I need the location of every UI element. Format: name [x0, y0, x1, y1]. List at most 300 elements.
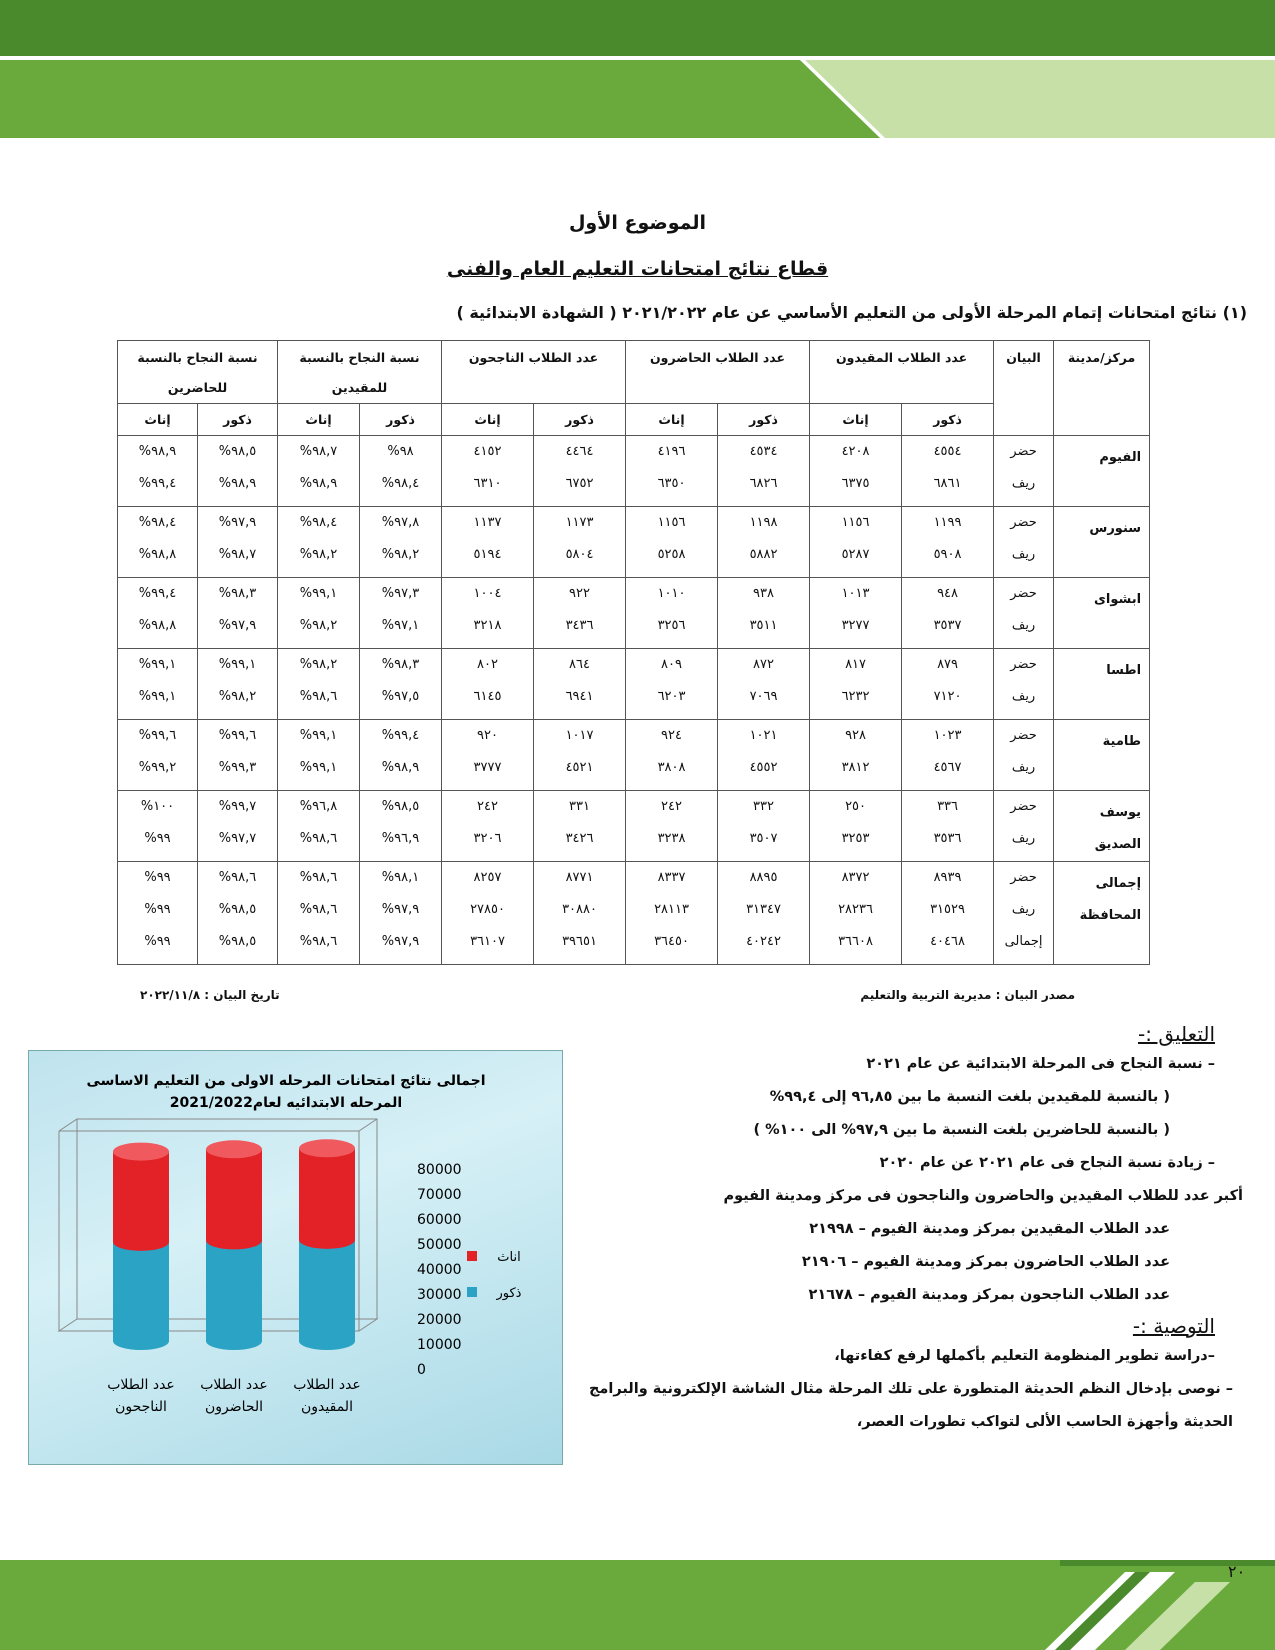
- value-cell: [278, 578, 360, 649]
- value-cell: [118, 649, 198, 720]
- value: ١٠١٧: [565, 728, 594, 743]
- value: %٩٨,٤: [381, 476, 420, 491]
- header-rate-present: نسبة النجاح بالنسبة للحاضرين: [118, 341, 278, 404]
- y-tick-label: 30000: [417, 1287, 462, 1303]
- value: %٩٩,٦: [138, 728, 177, 743]
- value: ٣٦٦٠٨: [838, 934, 873, 949]
- value: ٦٣١٠: [473, 476, 502, 491]
- value-cell: [442, 720, 534, 791]
- value: ٩٢٨: [845, 728, 867, 743]
- header-statement: البيان: [994, 341, 1054, 436]
- value: ٨٠٩: [661, 657, 682, 672]
- value: ٣٦٤٥٠: [654, 934, 689, 949]
- chart-bar-male: [206, 1240, 262, 1341]
- y-tick-label: 0: [417, 1362, 426, 1378]
- area-label: حضر: [1010, 870, 1037, 885]
- value: %٩٨,٥: [218, 902, 257, 917]
- header-rate-enrolled: نسبة النجاح بالنسبة للمقيدين: [278, 341, 442, 404]
- chart-title: اجمالى نتائج امتحانات المرحله الاولى من التعليم الاساسى: [86, 1073, 486, 1089]
- header-present: عدد الطلاب الحاضرون: [626, 341, 810, 404]
- value: ٨٧٧١: [565, 870, 594, 885]
- value: %٩٨,٢: [299, 657, 338, 672]
- value-cell: [534, 720, 626, 791]
- value-cell: [534, 862, 626, 965]
- value-cell: [198, 791, 278, 862]
- value: ٥٢٥٨: [657, 547, 686, 562]
- y-tick-label: 60000: [417, 1212, 462, 1228]
- header-male: ذكور: [534, 404, 626, 436]
- value: ٣٢٧٧: [841, 618, 870, 633]
- value: %٩٨,٣: [218, 586, 257, 601]
- value: ٤٥٣٤: [749, 444, 778, 459]
- table-row: [118, 578, 1150, 649]
- value-cell: [902, 720, 994, 791]
- value: %٩٨,٨: [138, 618, 177, 633]
- data-date: تاريخ البيان : ٢٠٢٢/١١/٨: [140, 988, 280, 1002]
- value: %٩٨,٦: [299, 902, 338, 917]
- value: %٩٩,١: [138, 689, 177, 704]
- legend-label: ذكور: [496, 1286, 522, 1301]
- value: ٨٢٥٧: [473, 870, 502, 885]
- value: ٥٩٠٨: [933, 547, 962, 562]
- chart-bar-bottom: [299, 1332, 355, 1350]
- comment-line: ( بالنسبة للمقيدين بلغت النسبة ما بين ٩٦,٨٥ إلى ٩٩,٤%: [769, 1089, 1170, 1105]
- value: ٣٢٠٦: [473, 831, 502, 846]
- comment-line: – زيادة نسبة النجاح فى عام ٢٠٢١ عن عام ٢٠٢٠: [879, 1155, 1215, 1171]
- value: %٩٨,٤: [138, 515, 177, 530]
- value-cell: [534, 436, 626, 507]
- value: ٣٢٥٣: [841, 831, 870, 846]
- value: %٩٦,٩: [381, 831, 420, 846]
- value: ٢٤٢: [661, 799, 682, 814]
- value: ١٠٠٤: [473, 586, 502, 601]
- value-cell: [360, 578, 442, 649]
- value: %٩٩: [144, 870, 171, 885]
- area-label: حضر: [1010, 444, 1037, 459]
- value: ٦٨٢٦: [749, 476, 778, 491]
- value: %٩٨,٥: [218, 444, 257, 459]
- value-cell: [626, 720, 718, 791]
- value: ٣٢٥٦: [657, 618, 686, 633]
- value-cell: [360, 649, 442, 720]
- value: ٣٢١٨: [473, 618, 502, 633]
- header-male: ذكور: [198, 404, 278, 436]
- value: %٩٨,٢: [299, 547, 338, 562]
- value: %٩٨,٢: [299, 618, 338, 633]
- table-row: [118, 507, 1150, 578]
- header-center: مركز/مدينة: [1054, 341, 1150, 436]
- value: ٨٧٩: [937, 657, 959, 672]
- area-labels: [994, 791, 1054, 862]
- value-cell: [442, 791, 534, 862]
- value: ١١٥٦: [657, 515, 686, 530]
- comment-line: عدد الطلاب الحاضرون بمركز ومدينة الفيوم – ٢١٩٠٦: [801, 1254, 1170, 1270]
- value: %٩٨,٢: [381, 547, 420, 562]
- value-cell: [118, 720, 198, 791]
- value: ٤٤٦٤: [565, 444, 594, 459]
- center-name: [1054, 649, 1150, 720]
- value-cell: [278, 862, 360, 965]
- value: ٦٢٣٢: [841, 689, 870, 704]
- value: ٦٣٧٥: [841, 476, 870, 491]
- recommend-line: –دراسة تطوير المنظومة التعليم بأكملها لرفع كفاءتها،: [834, 1348, 1215, 1364]
- value: %٩٨,٩: [218, 476, 257, 491]
- chart-frame-edge: [359, 1119, 377, 1131]
- chart-bar-male: [299, 1240, 355, 1341]
- x-tick-label: عدد الطلاب: [107, 1377, 175, 1393]
- chart-bar-female: [113, 1152, 169, 1242]
- value: %٩٨,٦: [299, 934, 338, 949]
- area-label: حضر: [1010, 799, 1037, 814]
- area-label: ريف: [1011, 831, 1036, 846]
- value: ١١٩٩: [933, 515, 962, 530]
- value: %٩٩,٧: [218, 799, 257, 814]
- value-cell: [442, 649, 534, 720]
- table-body: [118, 436, 1150, 965]
- center-label: إجمالى المحافظة: [1079, 876, 1142, 923]
- value: ٥٨٠٤: [565, 547, 594, 562]
- area-labels: [994, 507, 1054, 578]
- value: %٩٩,٤: [381, 728, 420, 743]
- chart-bar-female: [299, 1148, 355, 1240]
- value-cell: [534, 791, 626, 862]
- value-cell: [198, 507, 278, 578]
- value: ٨١٧: [845, 657, 867, 672]
- value: ١٠٢١: [749, 728, 778, 743]
- header-female: إناث: [118, 404, 198, 436]
- value: ٨٠٢: [477, 657, 498, 672]
- area-label: ريف: [1011, 689, 1036, 704]
- value-cell: [810, 578, 902, 649]
- legend-swatch: [467, 1251, 477, 1261]
- area-label: إجمالى: [1004, 934, 1043, 949]
- value: ٣٤٣٦: [565, 618, 594, 633]
- value: %٩٧,٩: [218, 618, 257, 633]
- value-cell: [810, 862, 902, 965]
- value: %٩٨,٦: [299, 689, 338, 704]
- recommend-label: التوصية :-: [1132, 1314, 1215, 1338]
- header-male: ذكور: [360, 404, 442, 436]
- value-cell: [198, 649, 278, 720]
- value: %٩٩,٤: [138, 476, 177, 491]
- value: %١٠٠: [140, 799, 175, 814]
- value-cell: [534, 649, 626, 720]
- value: ٨٣٧٢: [841, 870, 870, 885]
- value: ٨٦٤: [569, 657, 590, 672]
- value: %٩٧,١: [381, 618, 420, 633]
- value: %٩٨,٨: [138, 547, 177, 562]
- y-tick-label: 70000: [417, 1187, 462, 1203]
- value-cell: [118, 436, 198, 507]
- chart-bar-bottom: [299, 1231, 355, 1249]
- value-cell: [810, 507, 902, 578]
- page-title: الموضوع الأول: [568, 212, 707, 234]
- value: ٢٥٠: [845, 799, 867, 814]
- value: ٤١٩٦: [657, 444, 686, 459]
- value-cell: [718, 507, 810, 578]
- value: ٢٨١١٣: [654, 902, 689, 917]
- value-cell: [718, 649, 810, 720]
- value: %٩٦,٨: [299, 799, 338, 814]
- value: ٣٣٢: [753, 799, 774, 814]
- value: ١٠١٣: [841, 586, 870, 601]
- value: ٨٨٩٥: [749, 870, 778, 885]
- value-cell: [278, 649, 360, 720]
- x-tick-label: المقيدون: [301, 1399, 353, 1415]
- header-male: ذكور: [718, 404, 810, 436]
- value-cell: [902, 578, 994, 649]
- area-label: حضر: [1010, 586, 1037, 601]
- value: ٩٢٤: [661, 728, 682, 743]
- value: %٩٧,٨: [381, 515, 420, 530]
- value-cell: [118, 578, 198, 649]
- table-row: [118, 791, 1150, 862]
- value: ٤٥٦٧: [933, 760, 962, 775]
- value-cell: [278, 720, 360, 791]
- center-name: [1054, 862, 1150, 965]
- value: ٢٧٨٥٠: [470, 902, 505, 917]
- comment-line: – نسبة النجاح فى المرحلة الابتدائية عن عام ٢٠٢١: [866, 1056, 1215, 1072]
- area-labels: [994, 649, 1054, 720]
- value-cell: [626, 649, 718, 720]
- value: %٩٩: [144, 902, 171, 917]
- x-tick-label: الحاضرون: [204, 1399, 264, 1415]
- value: %٩٩,١: [299, 760, 338, 775]
- value: ٦١٤٥: [473, 689, 502, 704]
- value: ٧١٢٠: [933, 689, 962, 704]
- value: ٩٢٢: [569, 586, 590, 601]
- y-tick-label: 20000: [417, 1312, 462, 1328]
- value: %٩٨,٣: [381, 657, 420, 672]
- value-cell: [442, 862, 534, 965]
- area-labels: [994, 578, 1054, 649]
- value: %٩٨,٩: [299, 476, 338, 491]
- area-labels: [994, 720, 1054, 791]
- value: %٩٨,١: [381, 870, 420, 885]
- value-cell: [902, 649, 994, 720]
- chart-bar-bottom: [206, 1231, 262, 1249]
- commentary: [555, 1020, 1243, 1439]
- center-name: [1054, 720, 1150, 791]
- value-cell: [718, 791, 810, 862]
- value-cell: [902, 862, 994, 965]
- header-female: إناث: [626, 404, 718, 436]
- value: ٢٤٢: [477, 799, 498, 814]
- area-label: ريف: [1011, 902, 1036, 917]
- value: ٦٢٠٣: [657, 689, 686, 704]
- value: ٤٠٢٤٢: [746, 934, 781, 949]
- value: ٣٠٨٨٠: [562, 902, 597, 917]
- value: ٣٨١٢: [841, 760, 870, 775]
- value: ٦٨٦١: [933, 476, 962, 491]
- value: ٣٥١١: [749, 618, 778, 633]
- value: ٦٧٥٢: [565, 476, 594, 491]
- value-cell: [360, 862, 442, 965]
- area-labels: [994, 436, 1054, 507]
- comment-label: التعليق :-: [1138, 1022, 1215, 1046]
- value: %٩٧,٧: [218, 831, 257, 846]
- value: ٤٥٥٢: [749, 760, 778, 775]
- page-subtitle: قطاع نتائج امتحانات التعليم العام والفنى: [446, 258, 829, 280]
- value: ٣١٣٤٧: [746, 902, 781, 917]
- chart-bar-bottom: [113, 1233, 169, 1251]
- value-cell: [626, 436, 718, 507]
- value-cell: [626, 507, 718, 578]
- value: %٩٨,٥: [381, 799, 420, 814]
- y-tick-label: 80000: [417, 1162, 462, 1178]
- center-label: سنورس: [1089, 521, 1142, 536]
- value-cell: [534, 578, 626, 649]
- table-heading: (١) نتائج امتحانات إتمام المرحلة الأولى من التعليم الأساسي عن عام ٢٠٢١/٢٠٢٢ ( الشهادة الابتدائية ): [456, 303, 1247, 322]
- value-cell: [198, 436, 278, 507]
- value: %٩٩,٤: [138, 586, 177, 601]
- value: %٩٩,٣: [218, 760, 257, 775]
- value: ١٠١٠: [657, 586, 686, 601]
- value: %٩٨,٦: [218, 870, 257, 885]
- value: ٩٣٨: [753, 586, 774, 601]
- x-tick-label: الناجحون: [115, 1399, 167, 1415]
- value: ٨٣٣٧: [657, 870, 686, 885]
- value: ٤٢٠٨: [841, 444, 870, 459]
- chart-frame-edge: [59, 1119, 77, 1131]
- value-cell: [718, 578, 810, 649]
- results-chart: [28, 1050, 563, 1465]
- value: %٩٨,٥: [218, 934, 257, 949]
- chart-bar-female: [206, 1149, 262, 1240]
- value: ٣٥٣٧: [933, 618, 962, 633]
- value-cell: [442, 578, 534, 649]
- header-enrolled: عدد الطلاب المقيدون: [810, 341, 994, 404]
- value: ٣٨٠٨: [657, 760, 686, 775]
- chart-subtitle: المرحله الابتدائيه لعام2021/2022: [169, 1095, 403, 1111]
- value: ٣٣١: [569, 799, 590, 814]
- value: %٩٨,٩: [138, 444, 177, 459]
- table-row: [118, 436, 1150, 507]
- chart-bar-male: [113, 1242, 169, 1341]
- y-tick-label: 10000: [417, 1337, 462, 1353]
- value: ٣٢٣٨: [657, 831, 686, 846]
- value: %٩٩,١: [299, 728, 338, 743]
- table-row: [118, 720, 1150, 791]
- value-cell: [626, 578, 718, 649]
- recommend-line: – نوصى بإدخال النظم الحديثة المتطورة على تلك المرحلة مثال الشاشة الإلكترونية والبرامج: [588, 1381, 1233, 1397]
- value: ٤٥٥٤: [933, 444, 962, 459]
- value: ٣١٥٢٩: [930, 902, 965, 917]
- value-cell: [442, 507, 534, 578]
- footer-band: [0, 1560, 1275, 1650]
- comment-line: أكبر عدد للطلاب المقيدين والحاضرون والناجحون فى مركز ومدينة الفيوم: [723, 1188, 1243, 1204]
- value: %٩٩,١: [138, 657, 177, 672]
- value-cell: [278, 436, 360, 507]
- recommend-line: الحديثة وأجهزة الحاسب الألى لتواكب تطورات العصر،: [856, 1414, 1233, 1430]
- comment-line: عدد الطلاب الناجحون بمركز ومدينة الفيوم – ٢١٦٧٨: [808, 1287, 1170, 1303]
- value-cell: [810, 436, 902, 507]
- value-cell: [902, 436, 994, 507]
- value: ١١٧٣: [565, 515, 594, 530]
- comment-line: عدد الطلاب المقيدين بمركز ومدينة الفيوم – ٢١٩٩٨: [809, 1221, 1170, 1237]
- value: ٣٥٠٧: [749, 831, 778, 846]
- value: ٢٨٢٣٦: [838, 902, 873, 917]
- value: ٣٧٧٧: [473, 760, 502, 775]
- value: ٥٨٨٢: [749, 547, 778, 562]
- value-cell: [360, 791, 442, 862]
- value-cell: [810, 791, 902, 862]
- value: %٩٨,٧: [299, 444, 338, 459]
- value: %٩٨,٢: [218, 689, 257, 704]
- table-row: [118, 862, 1150, 965]
- value: ٦٩٤١: [565, 689, 594, 704]
- value-cell: [626, 791, 718, 862]
- x-tick-label: عدد الطلاب: [200, 1377, 268, 1393]
- table-row: [118, 649, 1150, 720]
- value-cell: [810, 649, 902, 720]
- area-labels: [994, 862, 1054, 965]
- comment-line: ( بالنسبة للحاضرين بلغت النسبة ما بين ٩٧,٩% الى ١٠٠% ): [753, 1122, 1170, 1138]
- value-cell: [118, 862, 198, 965]
- value: ١١٣٧: [473, 515, 502, 530]
- value: ٤٥٢١: [565, 760, 594, 775]
- value-cell: [278, 791, 360, 862]
- value: ٣٩٦٥١: [562, 934, 597, 949]
- value: ٥٢٨٧: [841, 547, 870, 562]
- chart-bar-top: [113, 1143, 169, 1161]
- x-tick-label: عدد الطلاب: [293, 1377, 361, 1393]
- value: ٤١٥٢: [473, 444, 502, 459]
- value-cell: [198, 578, 278, 649]
- center-label: الفيوم: [1099, 450, 1142, 465]
- area-label: ريف: [1011, 618, 1036, 633]
- value-cell: [198, 862, 278, 965]
- value: %٩٧,٩: [381, 934, 420, 949]
- value-cell: [902, 507, 994, 578]
- value: %٩٧,٩: [218, 515, 257, 530]
- value: ١١٥٦: [841, 515, 870, 530]
- value: %٩٩,٦: [218, 728, 257, 743]
- value: ٣٣٦: [937, 799, 959, 814]
- value-cell: [718, 436, 810, 507]
- value-cell: [534, 507, 626, 578]
- value: %٩٨,٧: [218, 547, 257, 562]
- results-table: [117, 340, 1150, 965]
- value: ٧٠٦٩: [749, 689, 778, 704]
- value-cell: [360, 507, 442, 578]
- value: %٩٧,٩: [381, 902, 420, 917]
- value: ٥١٩٤: [473, 547, 502, 562]
- value: %٩٨,٩: [381, 760, 420, 775]
- header-female: إناث: [442, 404, 534, 436]
- value: %٩٧,٣: [381, 586, 420, 601]
- value: %٩٨,٦: [299, 831, 338, 846]
- value: %٩٩,١: [299, 586, 338, 601]
- area-label: حضر: [1010, 657, 1037, 672]
- area-label: حضر: [1010, 515, 1037, 530]
- value-cell: [118, 791, 198, 862]
- chart-bar-top: [299, 1139, 355, 1157]
- value: ٨٧٢: [753, 657, 774, 672]
- value: ١١٩٨: [749, 515, 778, 530]
- value-cell: [718, 862, 810, 965]
- center-label: ابشواى: [1093, 592, 1142, 607]
- value-cell: [118, 507, 198, 578]
- area-label: ريف: [1011, 547, 1036, 562]
- center-label: يوسف الصديق: [1094, 805, 1142, 852]
- header-passed: عدد الطلاب الناجحون: [442, 341, 626, 404]
- value: %٩٧,٥: [381, 689, 420, 704]
- value-cell: [198, 720, 278, 791]
- chart-svg: [29, 1051, 563, 1465]
- value: ٣٦١٠٧: [470, 934, 505, 949]
- value: %٩٩: [144, 934, 171, 949]
